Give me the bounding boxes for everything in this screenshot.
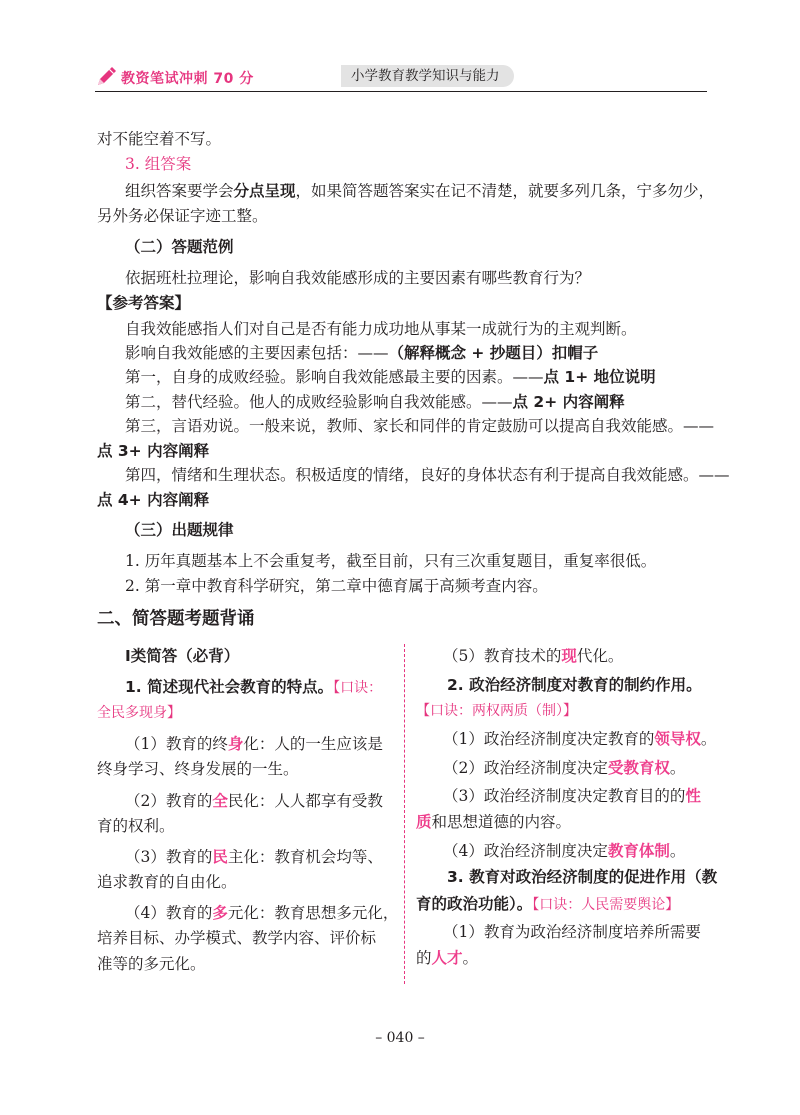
question-title: 1. 简述现代社会教育的特点。【口诀： [125, 678, 383, 696]
list-item: （5）教育技术的现代化。 [443, 646, 624, 665]
text-line: 对不能空着不写。 [97, 130, 222, 148]
subject-tab: 小学教育教学知识与能力 [341, 65, 514, 87]
book-brand: 教资笔试冲刺 70 分 [121, 71, 254, 87]
answer-line: 第一，自身的成败经验。影响自我效能感最主要的因素。——点 1+ 地位说明 [125, 368, 656, 386]
list-item-cont: 准等的多元化。 [97, 955, 206, 973]
pencil-icon [95, 64, 119, 88]
section-heading: 二、简答题考题背诵 [97, 609, 255, 629]
category-label: Ⅰ类简答（必背） [125, 647, 240, 665]
answer-line: 第四，情绪和生理状态。积极适度的情绪，良好的身体状态有利于提高自我效能感。—— [125, 466, 730, 484]
header-rule [95, 91, 707, 92]
list-item: （4）政治经济制度决定教育体制。 [443, 841, 686, 860]
paragraph-line: 另外务必保证字迹工整。 [97, 207, 268, 225]
rule-item: 1. 历年真题基本上不会重复考，截至目前，只有三次重复题目，重复率很低。 [125, 552, 657, 570]
paragraph-line: 组织答案要学会分点呈现，如果简答题答案实在记不清楚，就要多列几条，宁多勿少， [125, 182, 715, 200]
list-item: （3）政治经济制度决定教育目的的性 [443, 786, 701, 805]
list-item-cont: 质和思想道德的内容。 [416, 812, 572, 831]
question-title: 2. 政治经济制度对教育的制约作用。 [447, 676, 702, 694]
page-number: – 040 – [375, 1030, 425, 1046]
question-title-cont: 育的政治功能）。【口诀：人民需要舆论】 [416, 895, 680, 913]
list-item: （1）教育为政治经济制度培养所需要 [443, 923, 701, 941]
mnemonic: 【口诀：两权两质（制）】 [416, 703, 577, 719]
list-item-cont: 终身学习、终身发展的一生。 [97, 760, 299, 778]
list-item: （1）教育的终身化：人的一生应该是 [125, 734, 383, 753]
page-header [95, 62, 707, 92]
list-item: （4）教育的多元化：教育思想多元化， [125, 903, 399, 922]
list-item-cont: 育的权利。 [97, 817, 175, 835]
heading-example: （二）答题范例 [125, 238, 234, 256]
question-text: 依据班杜拉理论，影响自我效能感形成的主要因素有哪些教育行为？ [125, 269, 591, 287]
column-divider [404, 644, 405, 984]
list-item-cont: 培养目标、办学模式、教学内容、评价标 [97, 929, 377, 947]
answer-line: 自我效能感指人们对自己是否有能力成功地从事某一成就行为的主观判断。 [125, 320, 637, 338]
subheading-assemble: 3. 组答案 [125, 155, 192, 173]
answer-line: 影响自我效能感的主要因素包括：——（解释概念 + 抄题目）扣帽子 [125, 344, 599, 362]
answer-note: 点 3+ 内容阐释 [97, 442, 210, 460]
list-item: （2）政治经济制度决定受教育权。 [443, 758, 686, 777]
mnemonic: 全民多现身】 [97, 705, 181, 721]
question-title: 3. 教育对政治经济制度的促进作用（教 [447, 868, 718, 886]
list-item-cont: 的人才。 [416, 948, 479, 967]
list-item: （3）教育的民主化：教育机会均等、 [125, 847, 383, 866]
answer-line: 第三，言语劝说。一般来说，教师、家长和同伴的肯定鼓励可以提高自我效能感。—— [125, 417, 715, 435]
rule-item: 2. 第一章中教育科学研究，第二章中德育属于高频考查内容。 [125, 577, 548, 595]
answer-line: 第二，替代经验。他人的成败经验影响自我效能感。——点 2+ 内容阐释 [125, 393, 625, 411]
heading-rules: （三）出题规律 [125, 521, 234, 539]
answer-note: 点 4+ 内容阐释 [97, 491, 210, 509]
list-item: （2）教育的全民化：人人都享有受教 [125, 791, 383, 810]
list-item-cont: 追求教育的自由化。 [97, 873, 237, 891]
list-item: （1）政治经济制度决定教育的领导权。 [443, 729, 717, 748]
reference-answer-label: 【参考答案】 [97, 294, 191, 312]
